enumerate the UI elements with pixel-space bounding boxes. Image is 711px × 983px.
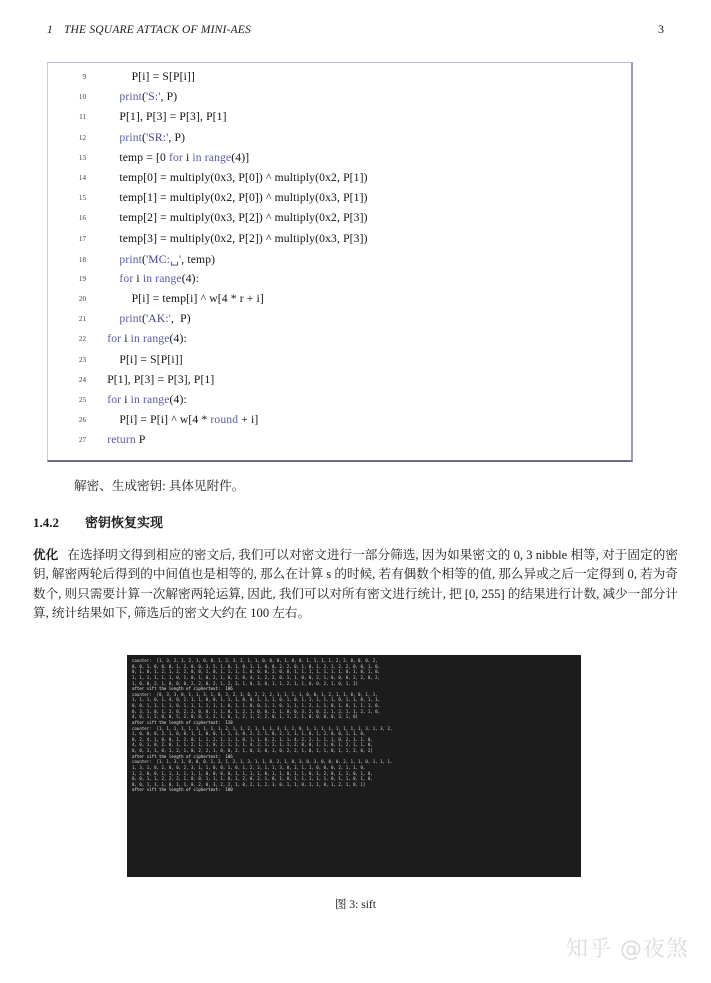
terminal-counter-line: counter: [1, 1, 3, 1, 0, 0, 0, 1, 2, 1, 2, 1, 3, 1, 1, 0, 2, 1, 0, 3, 0, 3, 0, 0, 0, 2, 1, 1, 0, 1, 1, 1, — [132, 759, 393, 765]
code-line-text: print('SR:', P) — [119, 130, 186, 144]
code-line-number: 11 — [79, 113, 86, 122]
code-line — [48, 353, 631, 373]
code-line — [48, 151, 631, 171]
terminal-counter-line: 1, 2, 0, 0, 1, 1, 1, 1, 1, 1, 0, 0, 0, 0, 1, 1, 1, 1, 0, 1, 1, 0, 1, 1, 0, 1, 2, 0, 1, 1, 0, 1, 0, — [132, 770, 373, 776]
code-line-text: for i in range(4): — [107, 393, 187, 406]
code-line — [48, 292, 631, 312]
code-line — [48, 393, 631, 413]
code-line-number: 24 — [78, 375, 86, 384]
terminal-counter-line: 0, 0, 3, 1, 0, 1, 2, 1, 0, 2, 2, 1, 0, 0, 2, 1, 0, 3, 0, 1, 0, 2, 2, 1, 0, 1, 1, 0, 1, 1, 2, 0, 2] — [132, 748, 373, 753]
running-section-number: 1 — [47, 24, 53, 36]
terminal-output — [127, 655, 581, 877]
code-line-number: 18 — [78, 255, 86, 264]
code-line — [48, 433, 631, 453]
terminal-sift-line: after sift the length of ciphertext: 118 — [132, 719, 233, 725]
code-line — [48, 312, 631, 332]
code-line — [48, 413, 631, 433]
page-running-header — [47, 22, 664, 42]
code-line — [48, 373, 631, 393]
subsection-heading — [33, 512, 633, 531]
terminal-counter-line: 1, 0, 0, 2, 1, 0, 0, 0, 2, 2, 0, 2, 1, 2, 3, 1, 0, 3, 0, 1, 1, 2, 1, 1, 0, 0, 2, 1, 0, 1, 1] — [132, 680, 358, 686]
code-line-text: P[i] = temp[i] ^ w[4 * r + i] — [95, 292, 264, 306]
code-line-number: 26 — [78, 416, 86, 425]
paragraph-lead-in: 优化 — [33, 548, 59, 562]
code-line-number: 17 — [78, 234, 86, 243]
code-line — [48, 272, 631, 292]
terminal-counter-line: counter: [1, 3, 2, 1, 2, 1, 0, 0, 1, 2, 3, 2, 1, 1, 0, 0, 0, 1, 0, 0, 1, 1, 1, 1, 2, 2, 0, 0, 0, 2, — [132, 658, 378, 663]
terminal-sift-line: after sift the length of ciphertext: 100 — [132, 787, 233, 793]
code-line-text: temp[3] = multiply(0x2, P[2]) ^ multiply(0x3, P[3]) — [95, 231, 368, 245]
after-code-note: 解密、生成密钥: 具体见附件。 — [74, 479, 245, 493]
code-line-number: 12 — [78, 133, 86, 142]
code-line — [48, 70, 631, 90]
terminal-counter-line: 4, 0, 1, 2, 0, 0, 5, 2, 0, 0, 1, 2, 1, 0, 1, 2, 1, 2, 2, 0, 1, 1, 2, 1, 0, 0, 0, 0, 3, 1, 0] — [132, 714, 358, 720]
subsection-title: 密钥恢复实现 — [85, 515, 164, 530]
terminal-counter-line: 0, 0, 1, 1, 1, 0, 1, 1, 0, 2, 0, 3, 2, 2, 1, 0, 2, 1, 2, 3, 0, 1, 1, 0, 1, 1, 0, 1, 2, 1, 0, 1] — [132, 781, 366, 787]
code-listing — [47, 62, 633, 462]
code-line-text: temp = [0 for i in range(4)] — [95, 150, 250, 164]
code-line-text: for i in range(4): — [107, 332, 187, 346]
terminal-counter-line: 0, 0, 1, 0, 0, 0, 1, 2, 0, 0, 3, 5, 1, 0, 1, 0, 1, 1, 0, 0, 2, 2, 0, 1, 0, 1, 2, 1, 2, 2, 0, 0, 1, 0, — [132, 663, 381, 669]
terminal-counter-line: 0, 3, 1, 0, 1, 2, 0, 2, 2, 0, 0, 1, 1, 0, 1, 2, 1, 0, 0, 1, 1, 0, 0, 3, 2, 0, 2, 1, 2, 1, 1, 2, 1, 0, — [132, 708, 381, 714]
code-line-text: P[i] = S[P[i]] — [95, 352, 183, 366]
code-line-number: 16 — [78, 214, 86, 223]
zhihu-watermark: 知乎 @夜煞 — [566, 937, 689, 962]
code-line — [48, 131, 631, 151]
code-line — [48, 252, 631, 272]
figure-caption: 图 3: sift — [335, 899, 376, 911]
code-line-text: temp[0] = multiply(0x3, P[0]) ^ multiply(0x2, P[1]) — [95, 170, 368, 184]
page-number: 3 — [658, 22, 664, 36]
terminal-counter-line: counter: [1, 1, 1, 1, 1, 1, 1, 1, 1, 2, 1, 1, 2, 1, 1, 1, 3, 1, 1, 0, 1, 1, 1, 1, 1, 1, 1, 1, 3, 1, 3, 2, — [132, 725, 393, 731]
code-line-text: temp[2] = multiply(0x3, P[2]) ^ multiply(0x2, P[3]) — [95, 211, 368, 225]
code-line-text: print('MC:␣', temp) — [119, 252, 216, 266]
code-line — [48, 211, 631, 231]
running-title — [47, 24, 251, 36]
code-line — [48, 90, 631, 110]
code-line-text: print('AK:', P) — [119, 312, 191, 326]
code-line — [48, 171, 631, 191]
terminal-counter-line: 1, 0, 0, 0, 2, 1, 0, 0, 1, 1, 0, 0, 1, 1, 3, 0, 2, 2, 1, 0, 2, 1, 1, 1, 0, 1, 2, 0, 0, 1, 1, 0, — [132, 731, 366, 737]
terminal-sift-line: after sift the length of ciphertext: 106 — [132, 686, 233, 692]
code-line-text: return P — [107, 433, 146, 447]
terminal-counter-line: 0, 2, 4, 1, 0, 0, 1, 2, 0, 1, 1, 2, 1, 1, 1, 0, 1, 1, 0, 2, 1, 1, 4, 2, 2, 1, 1, 1, 0, 2, 1, 1, 0, — [132, 736, 373, 742]
code-line-number: 10 — [78, 93, 86, 102]
code-line-number: 9 — [82, 73, 86, 81]
terminal-counter-line: 1, 1, 1, 1, 1, 1, 0, 1, 0, 1, 0, 2, 1, 0, 2, 0, 4, 1, 2, 2, 0, 1, 1, 0, 0, 2, 1, 0, 0, 0, 2, 2, 0, 2, — [132, 674, 381, 680]
terminal-sift-line: after sift the length of ciphertext: 106 — [132, 753, 233, 759]
code-line — [48, 110, 631, 130]
running-title-text: THE SQUARE ATTACK OF MINI-AES — [63, 24, 251, 36]
body-paragraph — [33, 546, 678, 623]
figure-sift — [127, 655, 581, 877]
code-line — [48, 332, 631, 352]
code-line-number: 25 — [78, 396, 86, 404]
terminal-counter-line: 1, 1, 1, 0, 1, 4, 0, 2, 1, 1, 0, 0, 1, 1, 1, 0, 0, 1, 1, 1, 0, 1, 0, 1, 1, 1, 1, 1, 0, 1, 1, 0, 1, 1, — [132, 697, 381, 703]
code-line-text: P[1], P[3] = P[3], P[1] — [95, 110, 227, 124]
code-line-number: 15 — [78, 194, 86, 203]
terminal-counter-line: 0, 1, 0, 1, 2, 1, 2, 2, 0, 0, 1, 0, 1, 1, 1, 1, 0, 0, 0, 2, 0, 0, 1, 1, 1, 1, 1, 1, 1, 0, 1, 0, 1, 0, — [132, 669, 381, 675]
paragraph-text: 在选择明文得到相应的密文后, 我们可以对密文进行一部分筛选, 因为如果密文的 0, 3 nibble 相等, 对于固定的密钥, 解密两轮后得到的中间值也是相等的, 那么在计算 s 的时候, 若有偶数个相等的值, 那么异或之后一定得到 0, 若为奇数个, 则只需要计算一次解密两轮运算, 因此, 我们可以对所有密文进行统计, 把 [0, 255] 的结果进行计数, 减少一部分计算, 统计结果如下, 筛选后的密文大约在 100 左右。 — [33, 548, 679, 620]
code-line-number: 22 — [78, 335, 86, 344]
code-line-number: 14 — [78, 173, 86, 182]
code-line-text: temp[1] = multiply(0x2, P[0]) ^ multiply(0x3, P[1]) — [95, 191, 368, 205]
subsection-number: 1.4.2 — [33, 515, 59, 530]
terminal-counter-line: 4, 0, 1, 0, 2, 0, 1, 1, 2, 1, 1, 0, 2, 1, 1, 1, 4, 2, 1, 2, 1, 1, 2, 0, 0, 1, 1, 0, 1, 2, 1, 1, 0, — [132, 742, 373, 748]
code-line-number: 23 — [78, 355, 86, 364]
code-line-number: 27 — [78, 436, 86, 445]
code-line — [48, 191, 631, 211]
code-line-number: 21 — [78, 315, 86, 324]
terminal-counter-line: 0, 0, 1, 1, 1, 1, 0, 1, 1, 1, 1, 1, 1, 0, 1, 1, 0, 0, 1, 1, 0, 1, 1, 1, 2, 1, 1, 0, 1, 0, 1, 1, 1, 0, — [132, 703, 381, 708]
code-line-text: P[1], P[3] = P[3], P[1] — [95, 372, 215, 386]
code-line-number: 20 — [78, 295, 86, 304]
terminal-counter-line: counter: [0, 3, 3, 0, 1, 1, 3, 1, 0, 3, 2, 3, 0, 2, 2, 2, 1, 1, 1, 1, 0, 0, 1, 2, 1, 1, 0, 0, 1, 1, — [132, 691, 378, 697]
code-line-text: for i in range(4): — [119, 271, 200, 285]
code-line-text: P[i] = P[i] ^ w[4 * round + i] — [95, 413, 259, 427]
code-line-text: print('S:', P) — [119, 90, 178, 104]
code-line-text: P[i] = S[P[i]] — [95, 70, 195, 83]
terminal-counter-line: 1, 3, 1, 0, 2, 0, 0, 2, 3, 1, 1, 0, 0, 1, 0, 1, 2, 2, 1, 1, 3, 0, 2, 1, 1, 0, 0, 0, 2, 1, 1, 0, — [132, 764, 366, 770]
terminal-counter-line: 0, 0, 1, 1, 2, 2, 2, 1, 0, 0, 1, 1, 1, 0, 1, 2, 0, 2, 1, 0, 1, 0, 1, 1, 1, 1, 1, 0, 1, 1, 0, 1, 0, — [132, 776, 373, 782]
code-line-number: 19 — [78, 274, 86, 283]
code-line-number: 13 — [78, 153, 86, 162]
code-line — [48, 232, 631, 252]
